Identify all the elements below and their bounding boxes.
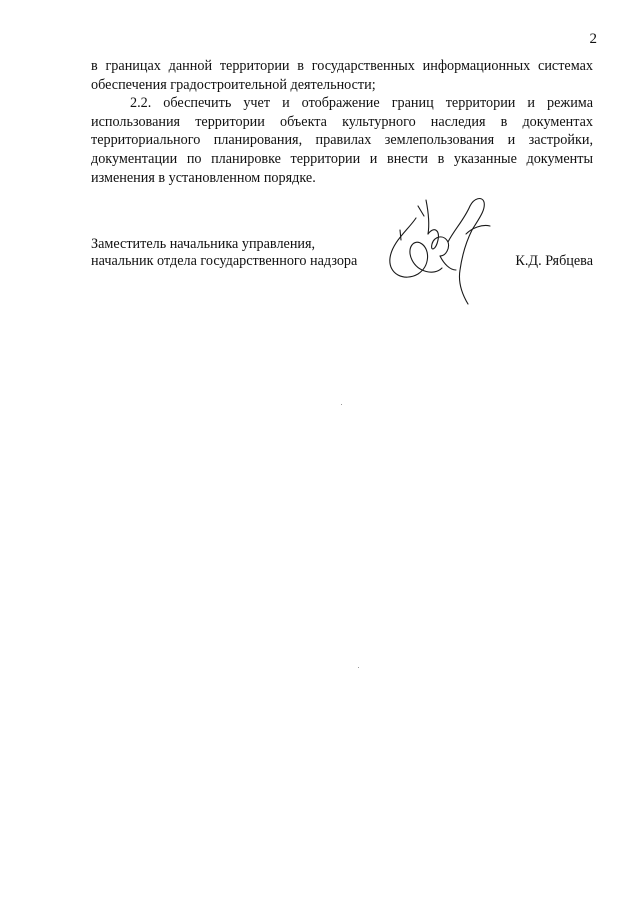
body-text [91, 57, 593, 187]
page-number: 2 [589, 31, 597, 47]
paragraph-2-line-5: изменения в установленном порядке. [91, 169, 316, 186]
paragraph-2-line-3: территориального планирования, правилах землепользования и застройки, [91, 132, 593, 149]
handwritten-signature [378, 190, 496, 310]
scan-speck [358, 667, 359, 668]
paragraph-2-line-1: 2.2. обеспечить учет и отображение границ территории и режима [130, 95, 593, 112]
paragraph-2-line-2: использования территории объекта культурного наследия в документах [91, 113, 593, 130]
paragraph-1-line-1: в границах данной территории в государственных информационных системах [91, 58, 593, 74]
scan-speck [341, 404, 342, 405]
signatory-position-line-2: начальник отдела государственного надзора [91, 252, 358, 269]
paragraph-2-line-4: документации по планировке территории и внести в указанные документы [91, 150, 593, 167]
signature-block [91, 236, 593, 270]
signatory-position-line-1: Заместитель начальника управления, [91, 236, 316, 252]
signatory-name: К.Д. Рябцева [515, 252, 593, 269]
paragraph-1-line-2: обеспечения градостроительной деятельности; [91, 76, 376, 93]
